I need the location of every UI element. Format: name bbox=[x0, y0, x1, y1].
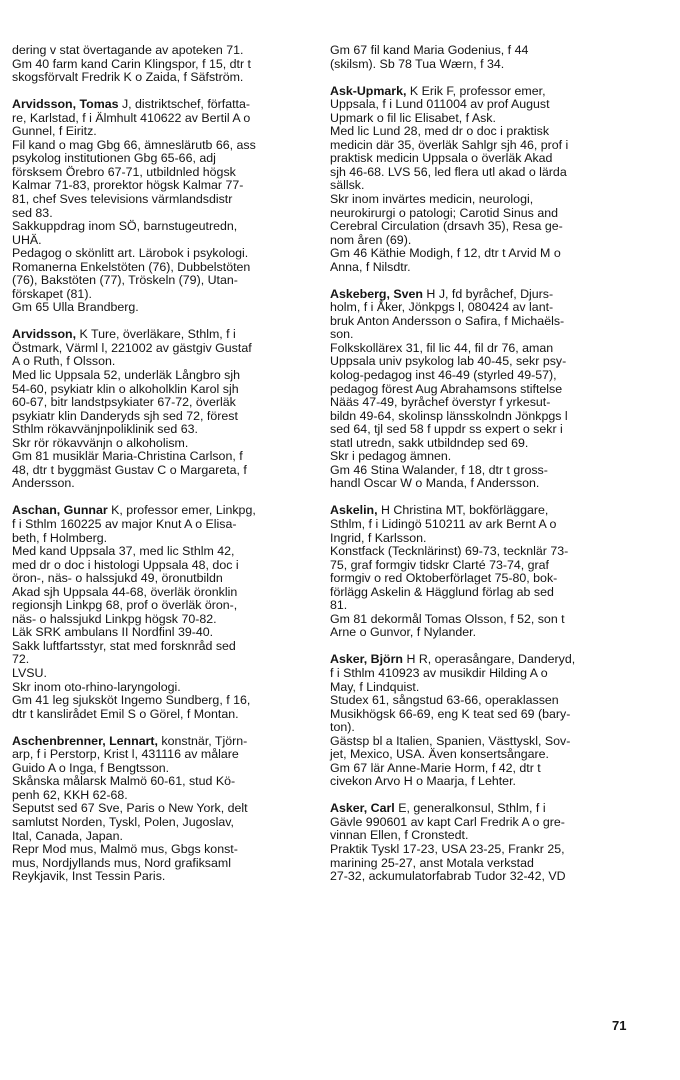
entry-arvidsson-tomas bbox=[12, 98, 312, 315]
text-line: Gm 46 Käthie Modigh, f 12, dtr t Arvid M o bbox=[330, 246, 561, 261]
text-line: 72. bbox=[12, 652, 30, 667]
entry-name: Arvidsson, bbox=[12, 327, 77, 342]
entry-heading-line bbox=[330, 802, 630, 816]
text-line: ton). bbox=[330, 720, 355, 735]
text-line: A o Ruth, f Olsson. bbox=[12, 354, 116, 369]
text-line: f i Sthlm 410923 av musikdir Hilding A o bbox=[330, 665, 548, 680]
text-line: dering v stat övertagande av apoteken 71. bbox=[12, 43, 244, 57]
text-line: Gm 81 musiklär Maria-Christina Carlson, f bbox=[12, 449, 243, 464]
text-line: Seputst sed 67 Sve, Paris o New York, delt bbox=[12, 801, 248, 816]
text-line: Fil kand o mag Gbg 66, ämneslärutb 66, ass bbox=[12, 137, 256, 152]
text-line: Ital, Canada, Japan. bbox=[12, 828, 123, 843]
text-line: jet, Mexico, USA. Även konsertsångare. bbox=[330, 747, 550, 762]
text-line: Med kand Uppsala 37, med lic Sthlm 42, bbox=[12, 544, 235, 559]
text-line: Anna, f Nilsdtr. bbox=[330, 259, 411, 274]
text-line: psykolog institutionen Gbg 65-66, adj bbox=[12, 151, 216, 166]
entry-continuation bbox=[330, 44, 630, 71]
text-line: Uppsala, f i Lund 011004 av prof August bbox=[330, 97, 550, 112]
text-line: Östmark, Värml l, 221002 av gästgiv Gustaf bbox=[12, 340, 252, 355]
text-line: nom åren (69). bbox=[330, 232, 412, 247]
text-line: neurokirurgi o patologi; Carotid Sinus and bbox=[330, 205, 558, 220]
text-line: Ingrid, f Karlsson. bbox=[330, 530, 427, 545]
text-line: konstnär, Tjörn- bbox=[157, 733, 248, 748]
text-line: f i Sthlm 160225 av major Knut A o Elisa- bbox=[12, 517, 237, 531]
text-line: LVSU. bbox=[12, 666, 47, 681]
text-line: bildn 49-64, skolinsp länsskolndn Jönkpgs l bbox=[330, 408, 568, 423]
text-line: Nääs 47-49, byråchef överstyr f yrkesut- bbox=[330, 395, 551, 410]
text-line: son. bbox=[330, 327, 354, 342]
text-line: Gm 67 fil kand Maria Godenius, f 44 bbox=[330, 43, 529, 57]
text-line: Repr Mod mus, Malmö mus, Gbgs konst- bbox=[12, 842, 238, 857]
text-line: holm, f i Åker, Jönkpgs l, 080424 av lant- bbox=[330, 300, 554, 315]
page-number: 71 bbox=[612, 1018, 627, 1033]
text-line: Folkskollärex 31, fil lic 44, fil dr 76, aman bbox=[330, 340, 554, 355]
entry-askeberg-sven bbox=[330, 288, 630, 491]
text-line: penh 62, KKH 62-68. bbox=[12, 787, 128, 802]
text-line: marining 25-27, anst Motala verkstad bbox=[330, 855, 534, 870]
entry-heading-line bbox=[12, 98, 312, 112]
left-column bbox=[12, 44, 312, 897]
entry-name: Asker, Carl bbox=[330, 801, 395, 816]
text-line: K, professor emer, Linkpg, bbox=[107, 503, 256, 518]
text-line: Pedagog o skönlitt art. Lärobok i psykologi. bbox=[12, 246, 249, 261]
text-line: Gunnel, f Eiritz. bbox=[12, 124, 97, 139]
entry-asker-carl bbox=[330, 802, 630, 883]
entry-heading-line bbox=[330, 504, 630, 518]
text-line: Guido A o Inga, f Bengtsson. bbox=[12, 760, 170, 775]
text-line: pedagog förest Aug Abrahamsons stiftelse bbox=[330, 381, 563, 396]
text-line: Uppsala univ psykolog lab 40-45, sekr psy- bbox=[330, 354, 567, 369]
text-line: samlutst Norden, Tyskl, Polen, Jugoslav, bbox=[12, 814, 234, 829]
text-line: Gävle 990601 av kapt Carl Fredrik A o gre- bbox=[330, 814, 565, 829]
text-line: arp, f i Perstorp, Krist l, 431116 av målare bbox=[12, 747, 239, 762]
entry-name: Aschenbrenner, Lennart, bbox=[12, 733, 158, 748]
text-line: 81. bbox=[330, 598, 348, 613]
text-line: H R, operasångare, Danderyd, bbox=[403, 652, 576, 667]
text-line: näs- o halssjukd Linkpg högsk 70-82. bbox=[12, 611, 217, 626]
text-line: Skr i pedagog ämnen. bbox=[330, 449, 452, 464]
text-line: kolog-pedagog inst 46-49 (styrled 49-57), bbox=[330, 368, 557, 383]
text-line: Skr inom oto-rhino-laryngologi. bbox=[12, 679, 181, 694]
text-line: mus, Nordjyllands mus, Nord grafiksaml bbox=[12, 855, 231, 870]
entry-heading-line bbox=[12, 328, 312, 342]
text-line: Skr rör rökavvänjn o alkoholism. bbox=[12, 435, 189, 450]
text-line: regionsjh Linkpg 68, prof o överläk öron-, bbox=[12, 598, 238, 613]
text-line: sed 83. bbox=[12, 205, 53, 220]
text-line: Gm 81 dekormål Tomas Olsson, f 52, son t bbox=[330, 611, 565, 626]
text-line: K Ture, överläkare, Sthlm, f i bbox=[76, 327, 236, 342]
text-line: förskapet (81). bbox=[12, 286, 92, 301]
text-line: Sthlm, f i Lidingö 510211 av ark Bernt A o bbox=[330, 517, 557, 531]
text-line: Cerebral Circulation (drsavh 35), Resa ge- bbox=[330, 219, 563, 234]
text-line: skogsförvalt Fredrik K o Zaida, f Säfström. bbox=[12, 70, 244, 85]
text-line: 48, dtr t byggmäst Gustav C o Margareta, f bbox=[12, 462, 247, 477]
entry-aschenbrenner-lennart bbox=[12, 735, 312, 884]
text-line: H J, fd byråchef, Djurs- bbox=[422, 286, 554, 301]
text-line: Studex 61, sångstud 63-66, operaklassen bbox=[330, 693, 559, 708]
text-line: bruk Anton Andersson o Safira, f Michaëls- bbox=[330, 313, 565, 328]
entry-ask-upmark-erik bbox=[330, 85, 630, 275]
text-line: dtr t kanslirådet Emil S o Görel, f Montan. bbox=[12, 706, 239, 721]
text-line: Läk SRK ambulans II Nordfinl 39-40. bbox=[12, 625, 214, 640]
text-line: Romanerna Enkelstöten (76), Dubbelstöten bbox=[12, 259, 251, 274]
text-line: 54-60, psykiatr klin o alkoholklin Karol sjh bbox=[12, 381, 239, 396]
text-line: 81, chef Sves televisions värmlandsdistr bbox=[12, 191, 233, 206]
text-line: Gm 65 Ulla Brandberg. bbox=[12, 300, 139, 315]
entry-name: Askelin, bbox=[330, 503, 378, 518]
text-line: Gm 67 lär Anne-Marie Horm, f 42, dtr t bbox=[330, 760, 541, 775]
entry-name: Askeberg, Sven bbox=[330, 286, 423, 301]
entry-name: Asker, Björn bbox=[330, 652, 403, 667]
text-line: May, f Lindquist. bbox=[330, 679, 420, 694]
text-line: med dr o doc i histologi Uppsala 48, doc i bbox=[12, 557, 239, 572]
text-line: (skilsm). Sb 78 Tua Wærn, f 34. bbox=[330, 56, 505, 71]
text-line: Skånska målarsk Malmö 60-61, stud Kö- bbox=[12, 774, 236, 789]
text-line: Gm 41 leg sjuksköt Ingemo Sundberg, f 16, bbox=[12, 693, 251, 708]
entry-heading-line bbox=[330, 85, 630, 99]
text-line: Arne o Gunvor, f Nylander. bbox=[330, 625, 477, 640]
entry-name: Aschan, Gunnar bbox=[12, 503, 108, 518]
text-line: Kalmar 71-83, prorektor högsk Kalmar 77- bbox=[12, 178, 244, 193]
text-line: sällsk. bbox=[330, 178, 365, 193]
text-line: Med lic Uppsala 52, underläk Långbro sjh bbox=[12, 368, 240, 383]
entry-heading-line bbox=[12, 735, 312, 749]
text-line: Skr inom invärtes medicin, neurologi, bbox=[330, 191, 534, 206]
text-line: statl utredn, sakk utbildndep sed 69. bbox=[330, 435, 529, 450]
text-line: Gästsp bl a Italien, Spanien, Västtyskl, Sov- bbox=[330, 733, 571, 748]
text-line: 60-67, bitr landstpsykiater 67-72, överläk bbox=[12, 395, 236, 410]
text-line: öron-, näs- o halssjukd 49, öronutbildn bbox=[12, 571, 223, 586]
text-line: psykiatr klin Danderyds sjh sed 72, förest bbox=[12, 408, 238, 423]
entry-name: Arvidsson, Tomas bbox=[12, 97, 119, 112]
entry-asker-bjorn bbox=[330, 653, 630, 788]
text-line: handl Oscar W o Manda, f Andersson. bbox=[330, 476, 540, 491]
entry-heading-line bbox=[12, 504, 312, 518]
right-column bbox=[330, 44, 630, 897]
text-line: J, distriktschef, författa- bbox=[118, 97, 251, 112]
text-line: 27-32, ackumulatorfabrab Tudor 32-42, VD bbox=[330, 869, 566, 884]
text-line: sed 64, tjl sed 58 f uppdr ss expert o sekr i bbox=[330, 422, 563, 437]
text-line: civekon Arvo H o Maarja, f Lehter. bbox=[330, 774, 516, 789]
text-line: Andersson. bbox=[12, 476, 75, 491]
text-line: formgiv o red Oktoberförlaget 75-80, bok- bbox=[330, 571, 558, 586]
text-line: Sakkuppdrag inom SÖ, barnstugeutredn, bbox=[12, 219, 238, 234]
text-line: Konstfack (Tecknlärinst) 69-73, tecknlär 73- bbox=[330, 544, 569, 559]
text-line: förlägg Askelin & Hägglund förlag ab sed bbox=[330, 584, 554, 599]
text-line: Praktik Tyskl 17-23, USA 23-25, Frankr 25, bbox=[330, 842, 565, 857]
text-line: praktisk medicin Uppsala o överläk Akad bbox=[330, 151, 553, 166]
text-line: Gm 40 farm kand Carin Klingspor, f 15, dtr t bbox=[12, 56, 251, 71]
text-line: UHÄ. bbox=[12, 232, 42, 247]
entry-arvidsson-ture bbox=[12, 328, 312, 491]
entry-name: Ask-Upmark, bbox=[330, 83, 407, 98]
entry-continuation bbox=[12, 44, 312, 85]
text-line: re, Karlstad, f i Älmhult 410622 av Bertil A o bbox=[12, 110, 251, 125]
text-line: H Christina MT, bokförläggare, bbox=[377, 503, 549, 518]
text-line: Sakk luftfartsstyr, stat med forsknråd sed bbox=[12, 638, 236, 653]
text-line: Akad sjh Uppsala 44-68, överläk öronklin bbox=[12, 584, 238, 599]
entry-askelin-christina bbox=[330, 504, 630, 639]
text-line: (76), Bakstöten (77), Tröskeln (79), Utan- bbox=[12, 273, 238, 288]
text-line: Upmark o fil lic Elisabet, f Ask. bbox=[330, 110, 496, 125]
text-line: Reykjavik, Inst Tessin Paris. bbox=[12, 869, 166, 884]
text-line: K Erik F, professor emer, bbox=[406, 83, 546, 98]
text-line: sjh 46-68. LVS 56, led flera utl akad o lärda bbox=[330, 164, 567, 179]
text-line: försksem Örebro 67-71, utbildnled högsk bbox=[12, 164, 236, 179]
entry-heading-line bbox=[330, 653, 630, 667]
text-line: Med lic Lund 28, med dr o doc i praktisk bbox=[330, 124, 550, 139]
text-line: vinnan Ellen, f Cronstedt. bbox=[330, 828, 469, 843]
text-line: E, generalkonsul, Sthlm, f i bbox=[394, 801, 546, 816]
text-line: Sthlm rökavvänjnpoliklinik sed 63. bbox=[12, 422, 198, 437]
entry-aschan-gunnar bbox=[12, 504, 312, 721]
text-line: beth, f Holmberg. bbox=[12, 530, 108, 545]
text-line: Gm 46 Stina Walander, f 18, dtr t gross- bbox=[330, 462, 548, 477]
text-line: medicin där 35, överläk Sahlgr sjh 46, prof i bbox=[330, 137, 569, 152]
text-line: 75, graf formgiv tidskr Clarté 73-74, graf bbox=[330, 557, 549, 572]
text-line: Musikhögsk 66-69, eng K teat sed 69 (bary- bbox=[330, 706, 571, 721]
